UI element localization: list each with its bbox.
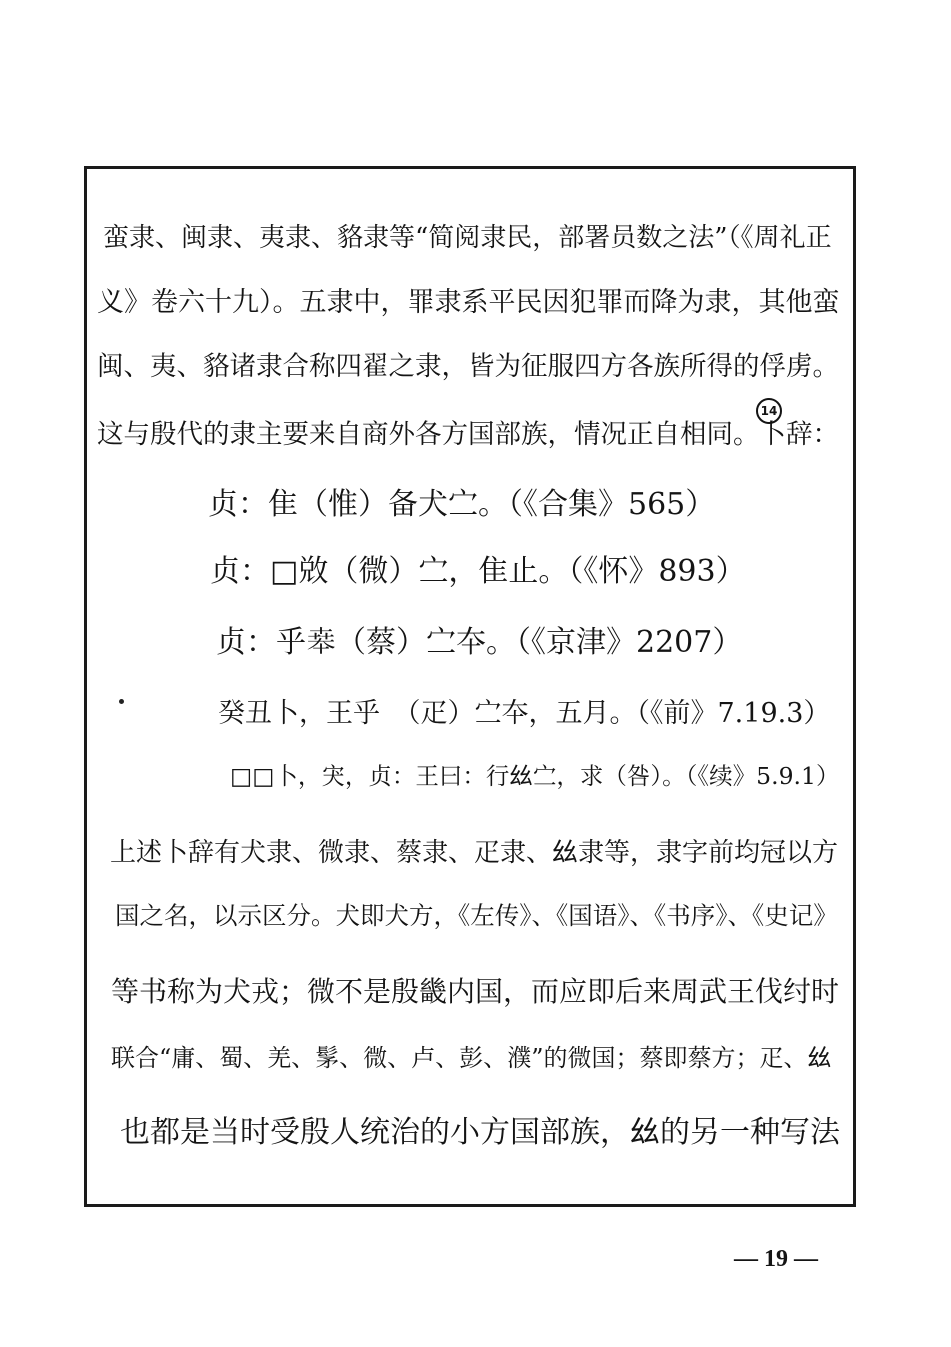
- text-line-9: 也都是当时受殷人统治的小方国部族，𢆶的另一种写法: [120, 1115, 840, 1150]
- stray-dot: [119, 699, 124, 704]
- inscription-2: 贞：□敚（微）㝉，隹止。（《怀》893）: [210, 554, 746, 589]
- inscription-5: □□卜，宊，贞：王曰：行𢆶㝉，求（咎）。（《续》5.9.1）: [230, 762, 840, 790]
- inscription-3: 贞：乎𠦪（蔡）㝉夲。（《京津》2207）: [216, 625, 743, 660]
- text-line-8: 联合“庸、蜀、羌、髳、微、卢、彭、濮”的微国；蔡即蔡方；疋、𢆶: [111, 1044, 832, 1072]
- text-line-2: 义》卷六十九）。五隶中，罪隶系平民因犯罪而降为隶，其他蛮: [97, 287, 840, 318]
- text-line-3: 闽、夷、貉诸隶合称四翟之隶，皆为征服四方各族所得的俘虏。: [97, 351, 839, 382]
- inscription-4: 癸丑卜，王乎 （疋）㝉夲，五月。（《前》7.19.3）: [218, 698, 831, 729]
- text-line-1: 蛮隶、闽隶、夷隶、貉隶等“简阅隶民，部署员数之法”（《周礼正: [103, 223, 832, 253]
- text-line-7: 等书称为犬戎；微不是殷畿内国，而应即后来周武王伐纣时: [111, 975, 840, 1008]
- page-number: — 19 —: [734, 1246, 818, 1272]
- footnote-marker: 14: [756, 398, 782, 424]
- text-line-6: 国之名，以示区分。犬即犬方，《左传》、《国语》、《书序》、《史记》: [115, 901, 838, 930]
- inscription-1: 贞：隹（惟）备犬㝉。（《合集》565）: [208, 487, 716, 522]
- text-line-5: 上述卜辞有犬隶、微隶、蔡隶、疋隶、𢆶隶等，隶字前均冠以方: [110, 838, 839, 868]
- text-line-4: 这与殷代的隶主要来自商外各方国部族，情况正自相同。卜辞：: [97, 419, 839, 450]
